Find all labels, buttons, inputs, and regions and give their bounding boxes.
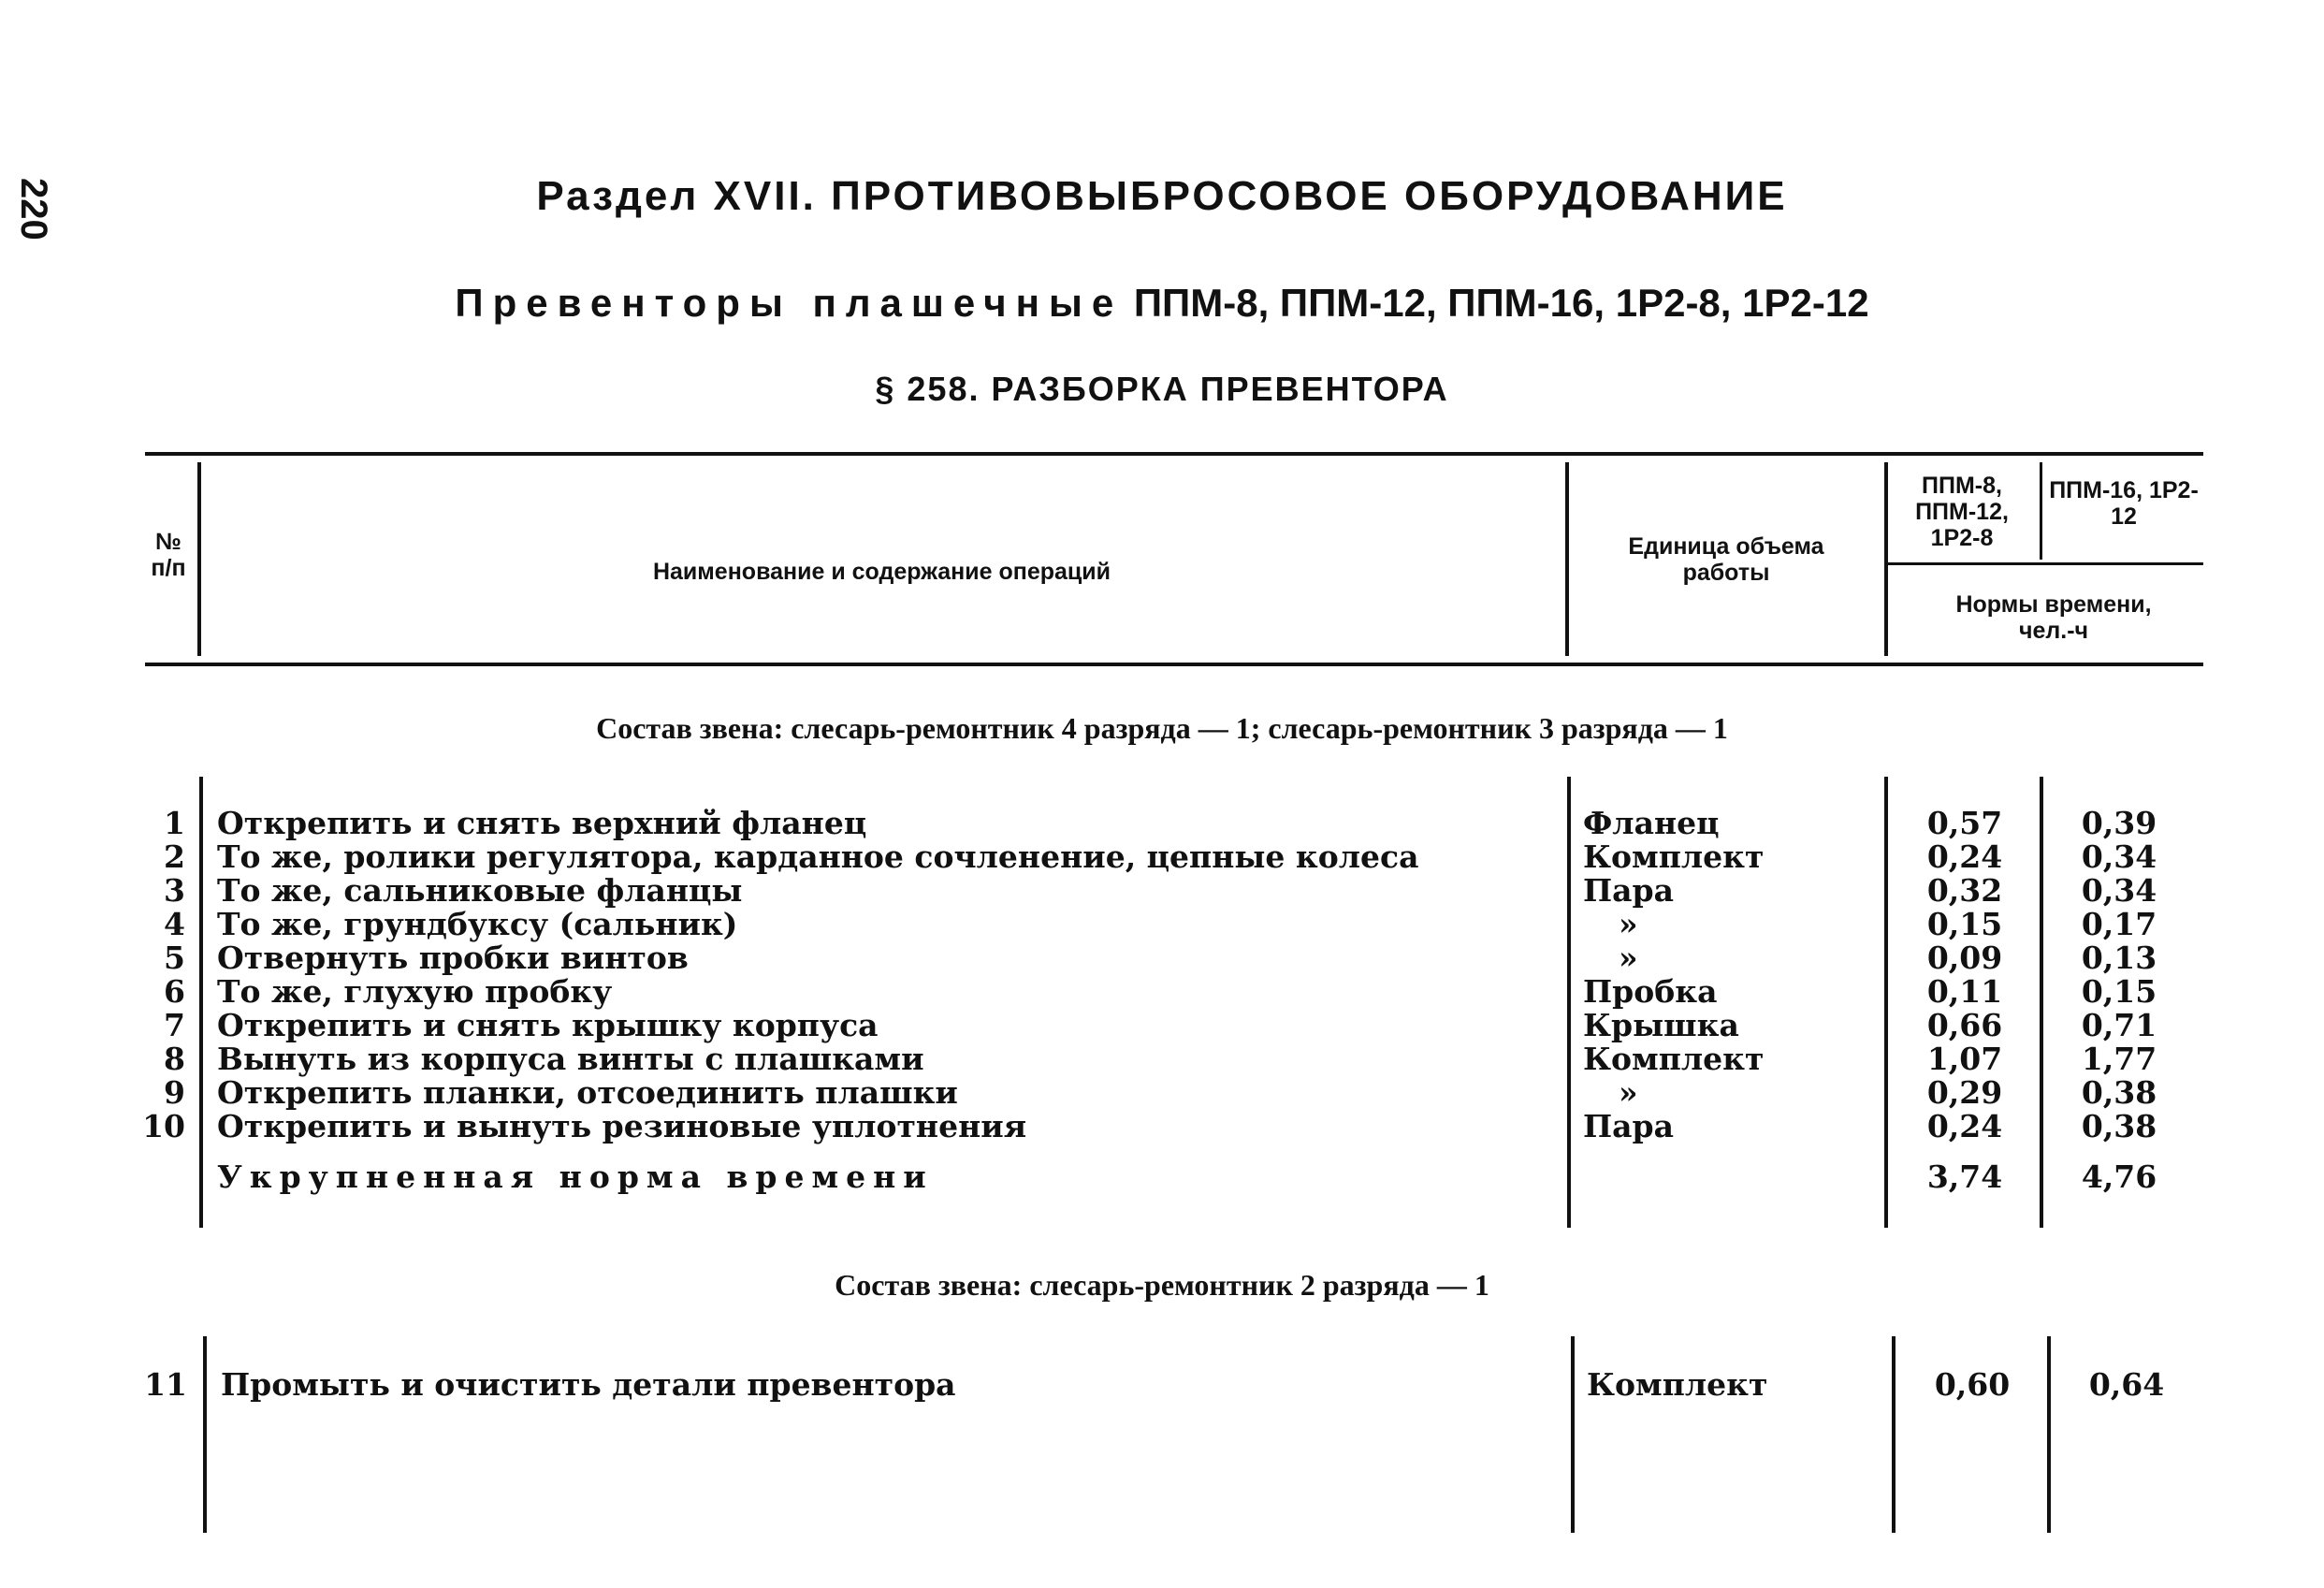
paragraph-title: § 258. РАЗБОРКА ПРЕВЕНТОРА [875, 370, 1449, 408]
row-operation: То же, сальниковые фланцы [217, 872, 743, 909]
subsection-title-models: ППМ-8, ППМ-12, ППМ-16, 1Р2-8, 1Р2-12 [1133, 281, 1869, 325]
header-model-group-2: ППМ-16, 1Р2-12 [2049, 477, 2199, 530]
row-num: 6 [164, 973, 185, 1010]
row-value-1: 0,24 [1926, 838, 2003, 875]
row-value-1: 0,24 [1926, 1108, 2003, 1144]
total-value-1: 3,74 [1926, 1158, 2003, 1195]
total-label: Укрупненная норма времени [217, 1158, 934, 1195]
row-num: 2 [164, 838, 185, 875]
block2-divider-num [203, 1336, 207, 1533]
block1-divider-op [1567, 777, 1571, 1228]
subsection-title [0, 281, 2324, 326]
row-value-2: 0,15 [2081, 973, 2157, 1010]
header-num-sign: № [155, 529, 182, 555]
row-value-1: 0,57 [1926, 805, 2003, 841]
total-value-2: 4,76 [2081, 1158, 2157, 1195]
row-value-2: 0,34 [2081, 838, 2157, 875]
row-operation: То же, грундбуксу (сальник) [217, 906, 738, 942]
row-value-1: 1,07 [1926, 1041, 2003, 1077]
row-num: 4 [164, 906, 185, 942]
row-unit: » [1619, 940, 1638, 976]
row-operation: Открепить и снять верхний фланец [217, 805, 867, 841]
row-num: 7 [164, 1007, 185, 1043]
page-number: 220 [13, 178, 54, 240]
header-num-col [140, 529, 196, 581]
row-num: 3 [164, 872, 185, 909]
section-title: Раздел XVII. ПРОТИВОВЫБРОСОВОЕ ОБОРУДОВАНИЕ [536, 173, 1788, 219]
row-unit: Крышка [1583, 1007, 1739, 1043]
block1-divider-unit [1884, 777, 1888, 1228]
row-value-2: 0,13 [2081, 940, 2157, 976]
row-num: 8 [164, 1041, 185, 1077]
header-top-rule [145, 452, 2203, 456]
header-divider-unit [1884, 462, 1888, 656]
crew-composition-1: Состав звена: слесарь-ремонтник 4 разряда — 1; слесарь-ремонтник 3 разряда — 1 [596, 711, 1728, 745]
row-num: 1 [164, 805, 185, 841]
header-mid-rule [1888, 562, 2203, 565]
header-unit-col: Единица объема работы [1628, 533, 1824, 586]
row-unit: Комплект [1583, 1041, 1765, 1077]
row-unit: Пара [1583, 1108, 1675, 1144]
row-value-1: 0,15 [1926, 906, 2003, 942]
row-operation: Открепить планки, отсоединить плашки [217, 1074, 958, 1111]
header-operation-col: Наименование и содержание операций [652, 559, 1111, 585]
row-unit: Пробка [1583, 973, 1718, 1010]
row-operation: То же, глухую пробку [217, 973, 613, 1010]
row-unit: Фланец [1583, 805, 1720, 841]
row-value-2: 0,34 [2081, 872, 2157, 909]
block2-divider-unit [1892, 1336, 1896, 1533]
row-unit: Комплект [1583, 838, 1765, 875]
subsection-title-spaced: Превенторы плашечные [455, 281, 1124, 325]
row-value-2: 0,71 [2081, 1007, 2157, 1043]
row-value-2: 1,77 [2081, 1041, 2157, 1077]
row-num: 10 [142, 1108, 185, 1144]
row-value-1: 0,66 [1926, 1007, 2003, 1043]
row-value-2: 0,17 [2081, 906, 2157, 942]
row-unit: Комплект [1587, 1366, 1768, 1403]
row-operation: Промыть и очистить детали превентора [221, 1366, 956, 1403]
row-value-1: 0,60 [1934, 1366, 2011, 1403]
row-operation: Отвернуть пробки винтов [217, 940, 689, 976]
row-operation: Открепить и снять крышку корпуса [217, 1007, 879, 1043]
crew-composition-2: Состав звена: слесарь-ремонтник 2 разряда — 1 [835, 1268, 1489, 1302]
row-operation: То же, ролики регулятора, карданное сочленение, цепные колеса [217, 838, 1419, 875]
block2-divider-models [2047, 1336, 2051, 1533]
header-norms: Нормы времени, чел.-ч [1955, 591, 2152, 644]
row-value-2: 0,38 [2081, 1108, 2157, 1144]
row-value-2: 0,64 [2088, 1366, 2165, 1403]
row-num: 11 [144, 1366, 187, 1403]
row-num: 5 [164, 940, 185, 976]
row-operation: Открепить и вынуть резиновые уплотнения [217, 1108, 1027, 1144]
row-value-2: 0,38 [2081, 1074, 2157, 1111]
row-unit: » [1619, 906, 1638, 942]
row-value-2: 0,39 [2081, 805, 2157, 841]
header-num-pp: п/п [151, 555, 186, 581]
block2-divider-op [1571, 1336, 1575, 1533]
row-unit: » [1619, 1074, 1638, 1111]
row-value-1: 0,32 [1926, 872, 2003, 909]
row-value-1: 0,29 [1926, 1074, 2003, 1111]
header-bottom-rule [145, 663, 2203, 666]
row-unit: Пара [1583, 872, 1675, 909]
row-value-1: 0,09 [1926, 940, 2003, 976]
row-num: 9 [164, 1074, 185, 1111]
header-model-group-1: ППМ-8, ППМ-12, 1Р2-8 [1915, 473, 2009, 551]
header-divider-models [2040, 462, 2042, 560]
row-value-1: 0,11 [1926, 973, 2003, 1010]
block1-divider-num [199, 777, 203, 1228]
row-operation: Вынуть из корпуса винты с плашками [217, 1041, 924, 1077]
header-divider-op [1565, 462, 1569, 656]
